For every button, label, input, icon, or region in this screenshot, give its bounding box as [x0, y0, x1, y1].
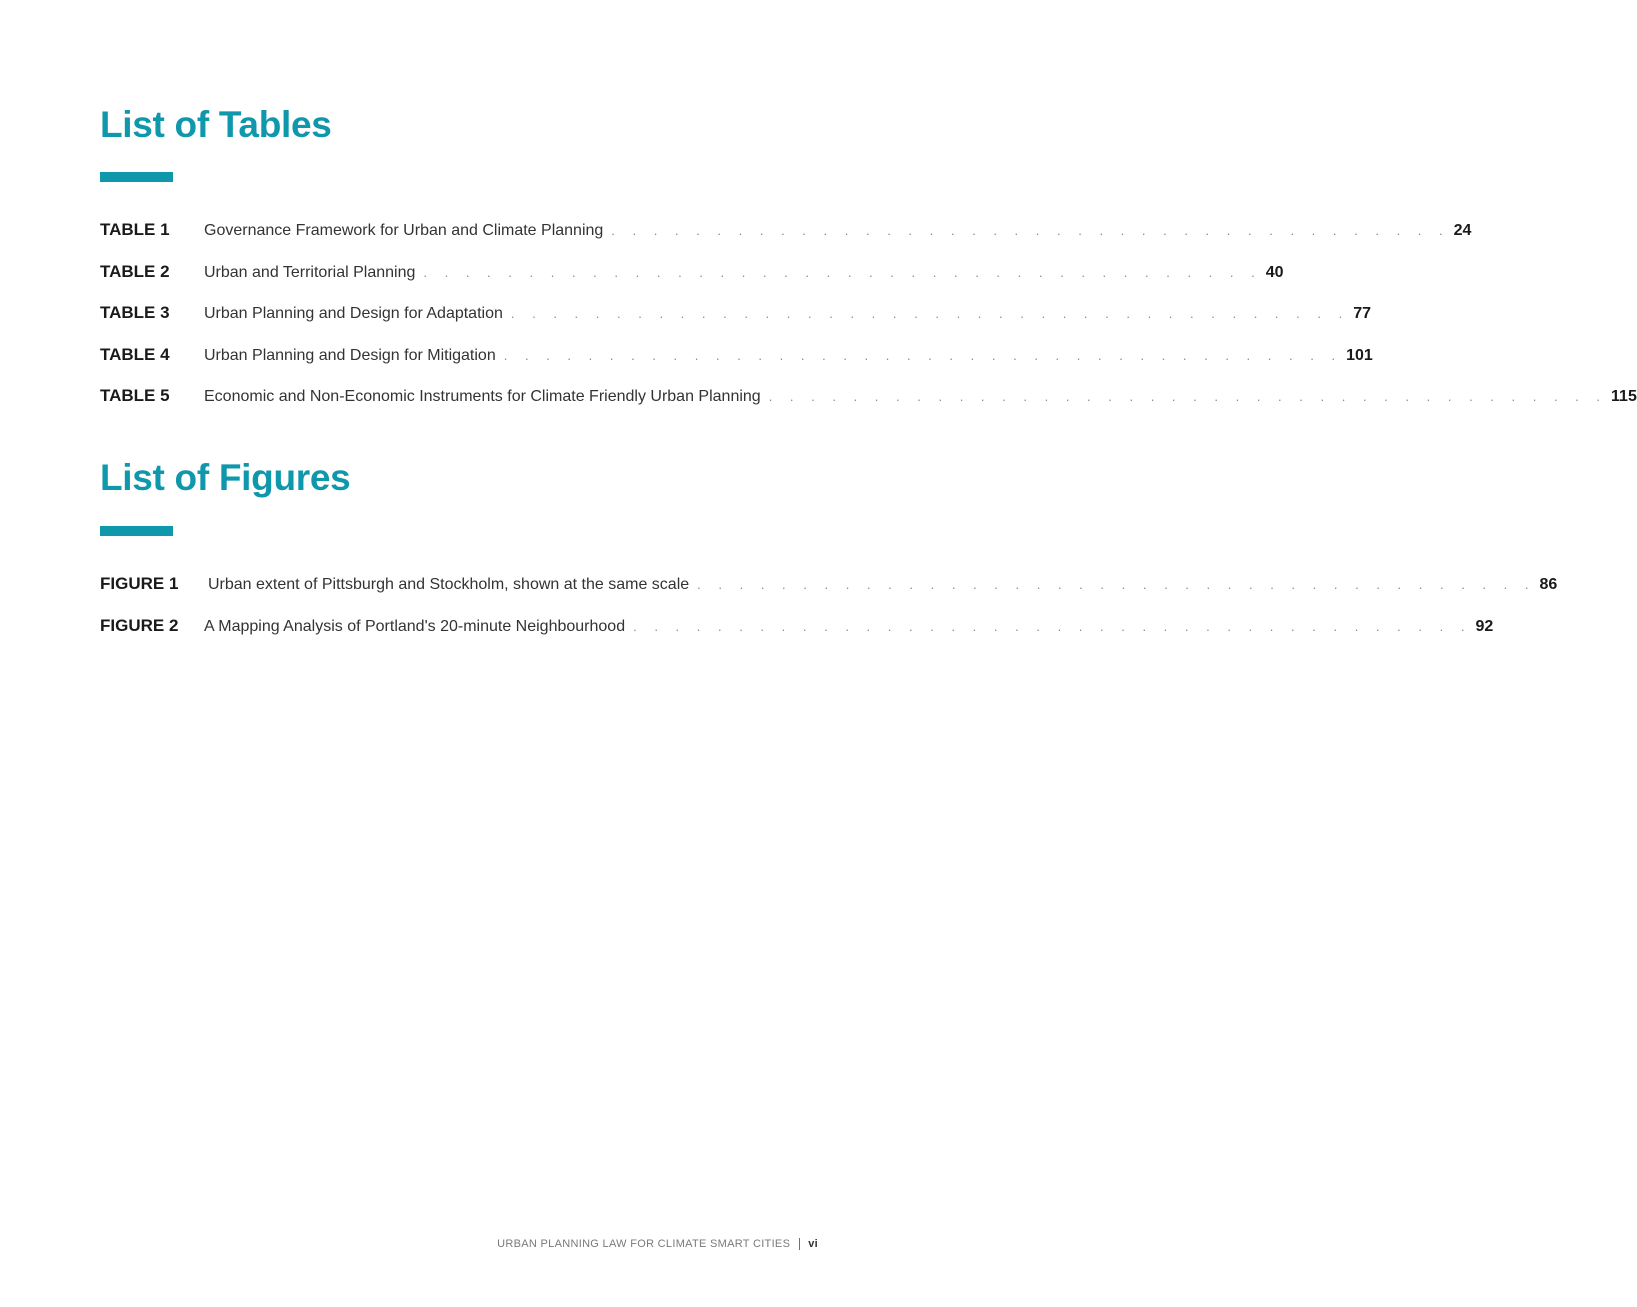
figures-accent-bar [100, 526, 173, 536]
table-entry-label: TABLE 4 [100, 345, 170, 364]
table-entry-page: 40 [1265, 264, 1284, 281]
table-entry-2[interactable] [100, 260, 1284, 284]
footer-running-title: URBAN PLANNING LAW FOR CLIMATE SMART CITIES [497, 1238, 791, 1250]
dot-leader: . . . . . . . . . . . . . . . . . . . . . . . . . . . . . . . . . . . . . . . . [503, 348, 1343, 363]
dot-leader: . . . . . . . . . . . . . . . . . . . . . . . . . . . . . . . . . . . . . . . . [423, 265, 1262, 280]
table-entry-label: TABLE 3 [100, 303, 170, 322]
figure-entry-label: FIGURE 2 [100, 616, 179, 635]
dot-leader: . . . . . . . . . . . . . . . . . . . . . . . . . . . . . . . . . . . . . . . . [611, 223, 1450, 238]
table-entry-label: TABLE 5 [100, 386, 170, 405]
table-entry-4[interactable] [100, 343, 1373, 367]
figure-entry-1[interactable] [100, 572, 1558, 596]
dot-leader: . . . . . . . . . . . . . . . . . . . . . . . . . . . . . . . . . . . . . . . . [633, 619, 1472, 634]
table-entry-3[interactable] [100, 301, 1372, 325]
table-entry-title: Urban Planning and Design for Adaptation [204, 305, 503, 322]
dot-leader: . . . . . . . . . . . . . . . . . . . . . . . . . . . . . . . . . . . . . . . . [697, 577, 1536, 592]
table-entry-title: Urban Planning and Design for Mitigation [204, 347, 496, 364]
table-entry-title: Governance Framework for Urban and Climate Planning [204, 222, 604, 239]
table-entry-label: TABLE 2 [100, 262, 170, 281]
table-entry-page: 101 [1346, 347, 1373, 364]
list-of-figures-heading: List of Figures [100, 457, 351, 498]
dot-leader: . . . . . . . . . . . . . . . . . . . . . . . . . . . . . . . . . . . . . . . . [768, 389, 1608, 404]
table-entry-page: 77 [1353, 305, 1372, 322]
figure-entry-2[interactable] [100, 614, 1494, 638]
figure-entry-page: 86 [1539, 576, 1558, 593]
table-entry-title: Economic and Non-Economic Instruments for Climate Friendly Urban Planning [204, 388, 761, 405]
footer-separator [799, 1238, 800, 1250]
table-entry-5[interactable] [100, 384, 1637, 408]
tables-accent-bar [100, 172, 173, 182]
figure-entry-label: FIGURE 1 [100, 574, 179, 593]
table-entry-1[interactable] [100, 218, 1472, 242]
table-entry-page: 115 [1611, 388, 1637, 405]
footer-page-number: vi [808, 1238, 818, 1250]
dot-leader: . . . . . . . . . . . . . . . . . . . . . . . . . . . . . . . . . . . . . . . . [510, 306, 1350, 321]
figure-entry-page: 92 [1475, 618, 1494, 635]
table-entry-label: TABLE 1 [100, 220, 170, 239]
figure-entry-title: A Mapping Analysis of Portland's 20-minute Neighbourhood [204, 618, 626, 635]
table-entry-title: Urban and Territorial Planning [204, 264, 416, 281]
table-entry-page: 24 [1453, 222, 1472, 239]
figure-entry-title: Urban extent of Pittsburgh and Stockholm, shown at the same scale [208, 576, 690, 593]
list-of-tables-heading: List of Tables [100, 104, 332, 145]
page-footer [497, 1238, 818, 1250]
